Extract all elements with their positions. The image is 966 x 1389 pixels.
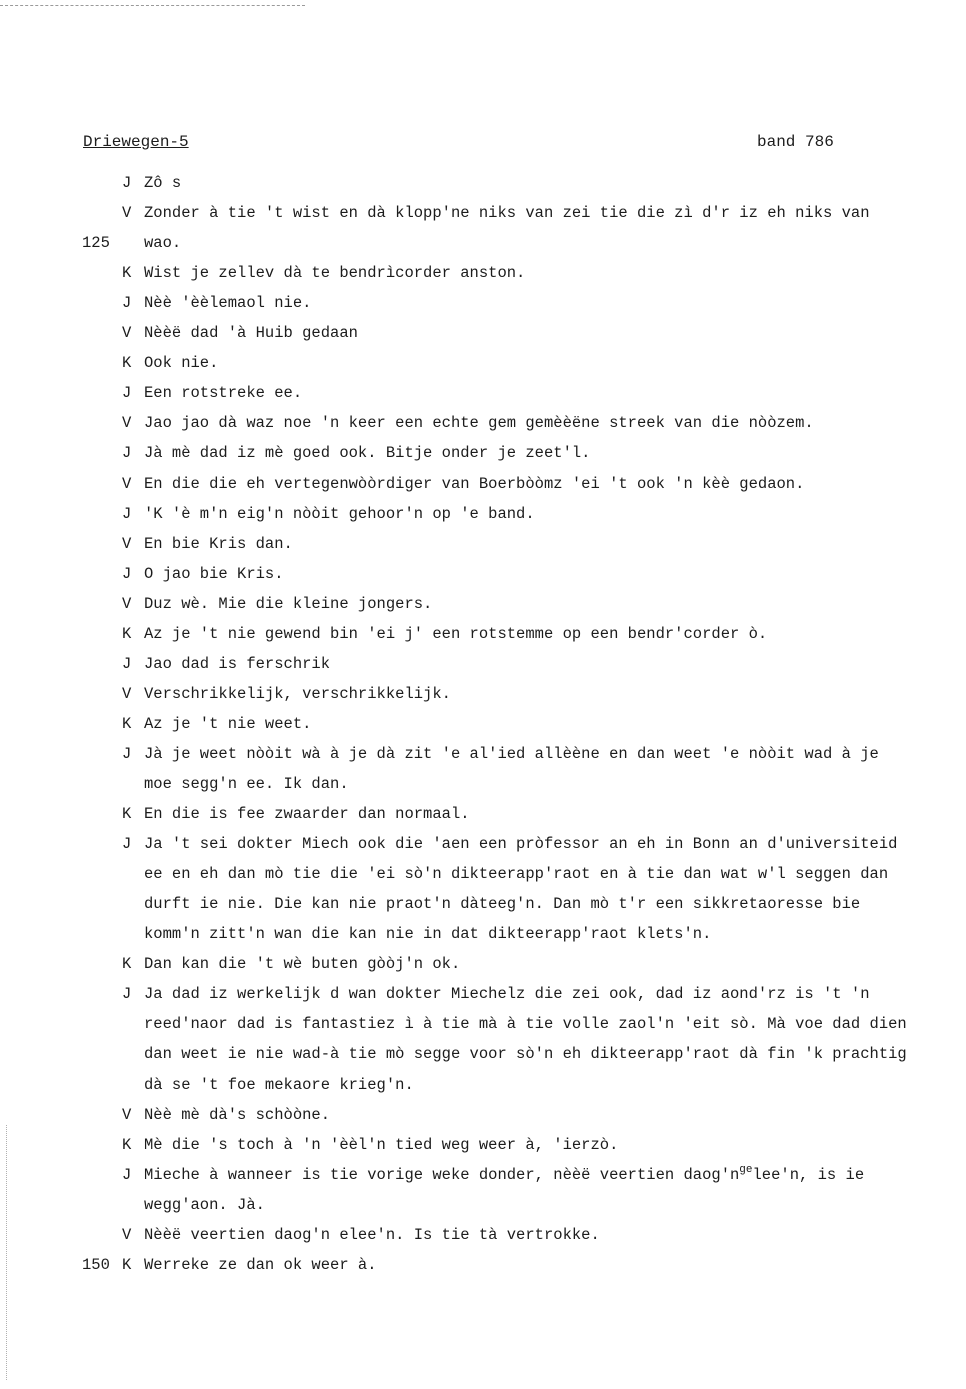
utterance-text xyxy=(144,1160,864,1192)
utterance-text xyxy=(144,559,284,589)
utterance-main: Zô s xyxy=(144,174,182,192)
utterance-text xyxy=(144,589,432,619)
utterance-text xyxy=(144,739,879,769)
speaker-label: V xyxy=(122,684,132,703)
utterance-text xyxy=(144,919,711,949)
utterance-text xyxy=(144,619,767,649)
utterance-text xyxy=(144,288,311,318)
superscript-insertion: ge xyxy=(739,1163,753,1176)
speaker-label: J xyxy=(122,564,132,583)
utterance-text xyxy=(144,408,814,438)
band-number: band 786 xyxy=(757,133,834,151)
document-title: Driewegen-5 xyxy=(83,133,189,151)
utterance-main: Dan kan die 't wè buten gòòj'n ok. xyxy=(144,955,461,974)
utterance-main: Jà je weet nòòit wà à je dà zit 'e al'ied allèène en dan weet 'e nòòit wad à je xyxy=(144,744,879,763)
utterance-main: Mè die 's toch à 'n 'èèl'n tied weg weer à, 'ierzò. xyxy=(144,1135,619,1154)
utterance-main: wao. xyxy=(144,234,182,253)
utterance-text xyxy=(144,1190,265,1220)
utterance-main: En die die eh vertegenwòòrdiger van Boerbòòmz 'ei 't ook 'n kèè gedaon. xyxy=(144,474,805,493)
utterance-text xyxy=(144,378,302,408)
utterance-main: Werreke ze dan ok weer à. xyxy=(144,1255,377,1274)
speaker-label: J xyxy=(122,835,132,854)
speaker-label: K xyxy=(122,624,132,643)
speaker-label: V xyxy=(122,414,132,433)
transcript-line xyxy=(0,1130,966,1160)
speaker-label: V xyxy=(122,324,132,343)
utterance-text xyxy=(144,348,218,378)
utterance-main: Az je 't nie gewend bin 'ei j' een rotstemme op een bendr'corder ò. xyxy=(144,624,768,643)
speaker-label: V xyxy=(122,1225,132,1244)
speaker-label: J xyxy=(122,174,132,192)
speaker-label: K xyxy=(122,354,132,373)
transcript-line xyxy=(0,168,966,198)
transcript-line xyxy=(0,198,966,228)
utterance-text xyxy=(144,168,181,198)
transcript-line xyxy=(0,769,966,799)
utterance-main: komm'n zitt'n wan die kan nie in dat dikteerapp'raot klets'n. xyxy=(144,925,712,944)
transcript-line xyxy=(0,318,966,348)
utterance-text xyxy=(144,1220,600,1250)
utterance-main: Ja dad iz werkelijk d wan dokter Miechelz die zei ook, dad iz aond'rz is 't 'n xyxy=(144,985,870,1004)
utterance-main: reed'naor dad is fantastiez ì à tie mà à tie volle zaol'n 'eit sò. Mà voe dad dien xyxy=(144,1015,907,1034)
utterance-main: ee en eh dan mò tie die 'ei sò'n dikteerapp'raot en à tie dan wat w'l seggen dan xyxy=(144,865,889,884)
transcript-line xyxy=(0,1100,966,1130)
utterance-text xyxy=(144,859,888,889)
transcript-line xyxy=(0,1160,966,1190)
utterance-main: dà se 't foe mekaore krieg'n. xyxy=(144,1075,414,1094)
utterance-text xyxy=(144,1100,330,1130)
utterance-text xyxy=(144,889,860,919)
utterance-main: Duz wè. Mie die kleine jongers. xyxy=(144,594,433,613)
utterance-main: En die is fee zwaarder dan normaal. xyxy=(144,805,470,824)
utterance-main: Nèèë veertien daog'n elee'n. Is tie tà vertrokke. xyxy=(144,1225,600,1244)
transcript-line xyxy=(0,859,966,889)
transcript-line xyxy=(0,499,966,529)
utterance-main: Jao dad is ferschrik xyxy=(144,654,331,673)
utterance-main: Een rotstreke ee. xyxy=(144,384,303,403)
utterance-text xyxy=(144,979,870,1009)
transcript-line xyxy=(0,288,966,318)
utterance-text xyxy=(144,799,470,829)
utterance-continuation: lee'n, is ie xyxy=(752,1165,865,1184)
utterance-text xyxy=(144,709,311,739)
transcript-line xyxy=(0,889,966,919)
utterance-main: 'K 'è m'n eig'n nòòit gehoor'n op 'e band. xyxy=(144,504,535,523)
utterance-main: En bie Kris dan. xyxy=(144,534,293,553)
speaker-label: V xyxy=(122,1105,132,1124)
transcript-line xyxy=(0,709,966,739)
utterance-main: dan weet ie nie wad-à tie mò segge voor sò'n eh dikteerapp'raot dà fin 'k prachtig xyxy=(144,1045,907,1064)
transcript-line xyxy=(0,919,966,949)
utterance-text xyxy=(144,649,330,679)
transcript-line xyxy=(0,949,966,979)
utterance-main: Nèèë dad 'à Huib gedaan xyxy=(144,324,358,343)
utterance-text xyxy=(144,469,804,499)
speaker-label: V xyxy=(122,594,132,613)
speaker-label: K xyxy=(122,714,132,733)
transcript-line xyxy=(0,228,966,258)
utterance-text xyxy=(144,258,525,288)
transcript-line xyxy=(0,1039,966,1069)
speaker-label: J xyxy=(122,444,132,463)
utterance-main: Jao jao dà waz noe 'n keer een echte gem gemèèëne streek van die nòòzem. xyxy=(144,414,814,433)
utterance-text xyxy=(144,1070,414,1100)
transcript-line xyxy=(0,829,966,859)
speaker-label: K xyxy=(122,1135,132,1154)
speaker-label: J xyxy=(122,654,132,673)
transcript-line xyxy=(0,649,966,679)
transcript-line xyxy=(0,679,966,709)
transcript-line xyxy=(0,348,966,378)
utterance-text xyxy=(144,949,460,979)
utterance-text xyxy=(144,228,181,258)
utterance-text xyxy=(144,1250,377,1280)
utterance-main: Ja 't sei dokter Miech ook die 'aen een pròfessor an eh in Bonn an d'universiteid xyxy=(144,835,898,854)
utterance-main: Nèè 'èèlemaol nie. xyxy=(144,294,312,313)
speaker-label: J xyxy=(122,294,132,313)
utterance-text xyxy=(144,1009,907,1039)
transcript-line xyxy=(0,1009,966,1039)
speaker-label: K xyxy=(122,264,132,283)
utterance-main: Wist je zellev dà te bendrìcorder anston. xyxy=(144,264,526,283)
utterance-main: Nèè mè dà's schòòne. xyxy=(144,1105,331,1124)
line-number: 150 xyxy=(82,1255,110,1274)
utterance-text xyxy=(144,769,349,799)
line-number: 125 xyxy=(82,234,110,253)
speaker-label: V xyxy=(122,534,132,553)
transcript-line xyxy=(0,1250,966,1280)
utterance-main: O jao bie Kris. xyxy=(144,564,284,583)
utterance-main: Mieche à wanneer is tie vorige weke donder, nèèë veertien daog'n xyxy=(144,1165,740,1184)
transcript-line xyxy=(0,408,966,438)
transcript-line xyxy=(0,799,966,829)
transcript-line xyxy=(0,619,966,649)
speaker-label: K xyxy=(122,805,132,824)
transcript-line xyxy=(0,559,966,589)
utterance-text xyxy=(144,438,590,468)
utterance-text xyxy=(144,318,358,348)
speaker-label: J xyxy=(122,985,132,1004)
utterance-main: Az je 't nie weet. xyxy=(144,714,312,733)
utterance-main: Jà mè dad iz mè goed ook. Bitje onder je zeet'l. xyxy=(144,444,591,463)
scan-edge-top xyxy=(0,5,305,6)
transcript-line xyxy=(0,469,966,499)
speaker-label: V xyxy=(122,474,132,493)
utterance-main: durft ie nie. Die kan nie praot'n dàteeg'n. Dan mò t'r een sikkretaoresse bie xyxy=(144,895,861,914)
transcript-line xyxy=(0,1070,966,1100)
speaker-label: J xyxy=(122,1165,132,1184)
transcript-line xyxy=(0,1190,966,1220)
utterance-main: Ook nie. xyxy=(144,354,219,373)
transcript-line xyxy=(0,258,966,288)
speaker-label: J xyxy=(122,384,132,403)
speaker-label: J xyxy=(122,744,132,763)
transcript-line xyxy=(0,979,966,1009)
utterance-main: Zonder à tie 't wist en dà klopp'ne niks van zei tie die zì d'r iz eh niks van xyxy=(144,204,870,223)
utterance-text xyxy=(144,1130,618,1160)
utterance-text xyxy=(144,679,451,709)
utterance-text xyxy=(144,1039,907,1069)
utterance-text xyxy=(144,198,870,228)
speaker-label: V xyxy=(122,204,132,223)
transcript-line xyxy=(0,739,966,769)
speaker-label: J xyxy=(122,504,132,523)
speaker-label: K xyxy=(122,1255,132,1274)
speaker-label: K xyxy=(122,955,132,974)
utterance-main: moe segg'n ee. Ik dan. xyxy=(144,775,349,793)
transcript-line xyxy=(0,378,966,408)
transcript-line xyxy=(0,1220,966,1250)
utterance-text xyxy=(144,529,293,559)
transcript-line xyxy=(0,529,966,559)
utterance-main: Verschrikkelijk, verschrikkelijk. xyxy=(144,684,451,703)
utterance-main: wegg'aon. Jà. xyxy=(144,1195,265,1214)
utterance-text xyxy=(144,499,535,529)
transcript-line xyxy=(0,438,966,468)
transcript-line xyxy=(0,589,966,619)
utterance-text xyxy=(144,829,897,859)
